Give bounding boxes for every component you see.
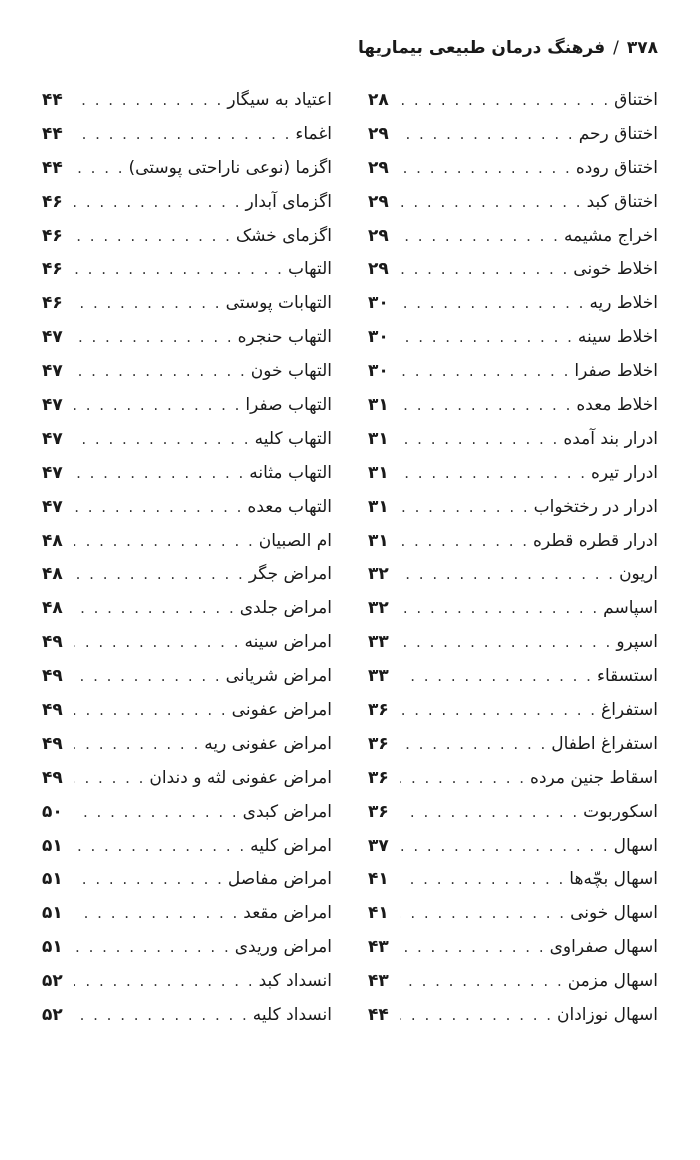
dot-leader — [400, 1006, 553, 1024]
index-term: التهاب مثانه — [249, 462, 332, 483]
index-page-number: ۲۹ — [368, 157, 389, 178]
index-page-number: ۴۴ — [42, 157, 63, 178]
index-term: امراض وریدی — [234, 937, 332, 958]
index-entry — [42, 761, 332, 795]
index-page-number: ۵۱ — [42, 937, 63, 958]
index-entry — [368, 354, 658, 388]
index-page-number: ۴۹ — [42, 632, 63, 653]
index-term: امراض مفاصل — [227, 869, 332, 890]
index-entry — [368, 490, 658, 524]
index-page-number: ۳۶ — [368, 699, 389, 720]
index-page-number: ۳۱ — [368, 462, 389, 483]
index-page-number: ۳۰ — [368, 293, 389, 314]
index-entry — [42, 829, 332, 863]
dot-leader — [74, 193, 241, 211]
index-term: اخراج مشیمه — [563, 225, 658, 246]
index-term: انسداد کبد — [258, 971, 332, 992]
index-term: انسداد کلیه — [252, 1004, 332, 1025]
dot-leader — [74, 396, 241, 414]
index-term: اسهال بچّه‌ها — [569, 869, 658, 890]
index-entry — [42, 557, 332, 591]
index-page-number: ۵۱ — [42, 835, 63, 856]
index-term: التهاب خون — [250, 361, 332, 382]
dot-leader — [74, 430, 251, 448]
index-page-number: ۵۲ — [42, 971, 63, 992]
index-page-number: ۵۰ — [42, 801, 63, 822]
dot-leader — [74, 599, 236, 617]
index-term: اخلاط سینه — [577, 327, 658, 348]
dot-leader — [74, 159, 125, 177]
index-page-number: ۲۹ — [368, 123, 389, 144]
index-term: امراض کلیه — [250, 835, 332, 856]
dot-leader — [74, 565, 245, 583]
index-page-number: ۴۹ — [42, 699, 63, 720]
dot-leader — [400, 362, 570, 380]
index-term: ادرار تیره — [591, 462, 658, 483]
index-page-number: ۴۷ — [42, 394, 63, 415]
dot-leader — [400, 701, 597, 719]
index-entry — [42, 896, 332, 930]
index-entry — [42, 320, 332, 354]
index-entry — [42, 659, 332, 693]
dot-leader — [400, 193, 583, 211]
dot-leader — [400, 227, 560, 245]
index-entry — [42, 83, 332, 117]
index-term: اخلاط ریه — [589, 293, 658, 314]
index-page-number: ۴۹ — [42, 767, 63, 788]
dot-leader — [74, 904, 239, 922]
index-entry — [42, 591, 332, 625]
index-entry — [42, 151, 332, 185]
index-entry — [368, 998, 658, 1032]
index-page-number: ۳۷ — [368, 835, 389, 856]
index-entry — [368, 761, 658, 795]
index-page-number: ۳۱ — [368, 428, 389, 449]
index-term: ام الصبیان — [258, 530, 332, 551]
index-page-number: ۳۰ — [368, 327, 389, 348]
dot-leader — [400, 125, 575, 143]
index-term: اگزما (نوعی ناراحتی پوستی) — [128, 157, 332, 178]
index-entry — [368, 829, 658, 863]
index-page-number: ۴۳ — [368, 937, 389, 958]
index-page-number: ۳۱ — [368, 530, 389, 551]
page-header — [40, 34, 658, 62]
index-entry — [368, 659, 658, 693]
dot-leader — [400, 532, 529, 550]
index-entry — [42, 795, 332, 829]
index-page-number: ۲۹ — [368, 225, 389, 246]
page-number: ۳۷۸ — [626, 38, 658, 58]
index-entry — [368, 219, 658, 253]
dot-leader — [400, 565, 615, 583]
index-page-number: ۴۶ — [42, 191, 63, 212]
index-term: امراض عفونی ریه — [204, 733, 332, 754]
index-entry — [42, 388, 332, 422]
dot-leader — [74, 227, 232, 245]
index-term: استفراغ اطفال — [551, 733, 658, 754]
dot-leader — [74, 260, 284, 278]
index-page-number: ۴۹ — [42, 666, 63, 687]
index-term: اسپاسم — [603, 598, 658, 619]
index-term: اریون — [619, 564, 658, 585]
index-term: امراض عفونی — [231, 699, 332, 720]
index-page-number: ۴۷ — [42, 327, 63, 348]
index-term: التهاب حنجره — [237, 327, 332, 348]
index-entry — [368, 185, 658, 219]
index-page-number: ۴۳ — [368, 971, 389, 992]
index-page-number: ۳۱ — [368, 394, 389, 415]
index-page-number: ۴۷ — [42, 462, 63, 483]
index-page-number: ۴۸ — [42, 564, 63, 585]
dot-leader — [74, 633, 240, 651]
index-entry — [42, 998, 332, 1032]
index-page-number: ۴۷ — [42, 428, 63, 449]
index-term: اسهال مزمن — [567, 971, 658, 992]
index-term: اعتیاد به سیگار — [227, 89, 332, 110]
dot-leader — [400, 667, 593, 685]
index-term: امراض شریانی — [225, 666, 332, 687]
index-term: استسقاء — [596, 666, 658, 687]
index-entry — [42, 625, 332, 659]
index-entry — [42, 422, 332, 456]
index-entry — [368, 693, 658, 727]
dot-leader — [400, 396, 572, 414]
index-entry — [368, 286, 658, 320]
index-entry — [368, 591, 658, 625]
book-title: فرهنگ درمان طبیعی بیماریها — [358, 38, 606, 58]
index-term: اخلاط معده — [576, 394, 658, 415]
dot-leader — [74, 125, 291, 143]
index-page-number: ۳۲ — [368, 564, 389, 585]
index-page-number: ۲۸ — [368, 89, 389, 110]
index-term: اسهال نوزادان — [557, 1004, 658, 1025]
index-entry — [368, 422, 658, 456]
index-page-number: ۵۱ — [42, 869, 63, 890]
index-entry — [368, 252, 658, 286]
dot-leader — [400, 260, 569, 278]
dot-leader — [400, 599, 599, 617]
index-term: اخلاط صفرا — [574, 361, 658, 382]
index-entry — [42, 727, 332, 761]
index-page-number: ۳۶ — [368, 733, 389, 754]
dot-leader — [400, 464, 587, 482]
index-entry — [368, 930, 658, 964]
index-entry — [42, 286, 332, 320]
index-page-number: ۴۸ — [42, 530, 63, 551]
index-term: التهاب کلیه — [254, 428, 332, 449]
dot-leader — [74, 464, 245, 482]
index-term: اخلاط خونی — [573, 259, 658, 280]
index-page-number: ۳۱ — [368, 496, 389, 517]
index-term: امراض کبدی — [242, 801, 332, 822]
dot-leader — [74, 870, 224, 888]
index-page-number: ۳۲ — [368, 598, 389, 619]
index-term: التهاب — [287, 259, 332, 280]
index-entry — [368, 388, 658, 422]
index-page-number: ۴۴ — [42, 123, 63, 144]
index-term: اسکوربوت — [583, 801, 658, 822]
index-entry — [368, 320, 658, 354]
index-page-number: ۳۳ — [368, 666, 389, 687]
index-term: اگزمای خشک — [235, 225, 332, 246]
index-page-number: ۳۰ — [368, 361, 389, 382]
dot-leader — [400, 159, 572, 177]
dot-leader — [74, 362, 247, 380]
index-term: اسپرو — [616, 632, 658, 653]
index-entry — [42, 219, 332, 253]
index-page-number: ۵۲ — [42, 1004, 63, 1025]
index-page-number: ۳۶ — [368, 767, 389, 788]
dot-leader — [74, 91, 223, 109]
dot-leader — [400, 498, 530, 516]
index-term: التهابات پوستی — [225, 293, 332, 314]
index-page-number: ۴۷ — [42, 496, 63, 517]
index-page-number: ۴۱ — [368, 869, 389, 890]
index-entry — [368, 557, 658, 591]
index-entry — [42, 252, 332, 286]
index-page-number: ۴۴ — [42, 89, 63, 110]
dot-leader — [74, 1006, 249, 1024]
dot-leader — [400, 91, 610, 109]
index-page-number: ۴۹ — [42, 733, 63, 754]
index-entry — [42, 456, 332, 490]
index-page-number: ۲۹ — [368, 191, 389, 212]
index-page-number: ۴۶ — [42, 259, 63, 280]
index-entry — [368, 151, 658, 185]
index-entry — [368, 964, 658, 998]
index-entry — [368, 456, 658, 490]
index-entry — [42, 693, 332, 727]
dot-leader — [74, 837, 246, 855]
index-term: اسهال خونی — [570, 903, 658, 924]
index-entry — [368, 795, 658, 829]
index-term: استفراغ — [601, 699, 658, 720]
index-entry — [368, 625, 658, 659]
index-column-left — [42, 83, 332, 1032]
dot-leader — [400, 328, 574, 346]
dot-leader — [74, 667, 222, 685]
index-page-number: ۴۴ — [368, 1004, 389, 1025]
index-page-number: ۳۶ — [368, 801, 389, 822]
dot-leader — [400, 769, 526, 787]
dot-leader — [400, 972, 564, 990]
dot-leader — [74, 498, 243, 516]
index-entry — [368, 524, 658, 558]
dot-leader — [74, 972, 255, 990]
index-entry — [42, 930, 332, 964]
index-term: ادرار قطره قطره — [533, 530, 658, 551]
index-entry — [368, 896, 658, 930]
index-page-number: ۴۱ — [368, 903, 389, 924]
index-entry — [368, 83, 658, 117]
index-entry — [42, 354, 332, 388]
index-entry — [42, 964, 332, 998]
index-term: اگزمای آبدار — [245, 191, 332, 212]
dot-leader — [74, 938, 231, 956]
index-entry — [42, 185, 332, 219]
dot-leader — [400, 904, 566, 922]
index-term: التهاب صفرا — [245, 394, 332, 415]
index-column-right — [368, 83, 658, 1032]
index-term: اغماء — [295, 123, 332, 144]
dot-leader — [400, 837, 610, 855]
index-entry — [368, 117, 658, 151]
dot-leader — [74, 328, 234, 346]
index-page-number: ۲۹ — [368, 259, 389, 280]
dot-leader — [74, 735, 200, 753]
index-page-number: ۴۶ — [42, 293, 63, 314]
index-term: اختناق — [614, 89, 658, 110]
index-page-number: ۴۷ — [42, 361, 63, 382]
dot-leader — [74, 294, 222, 312]
index-entry — [368, 862, 658, 896]
index-term: اختناق روده — [575, 157, 658, 178]
index-term: امراض سینه — [244, 632, 332, 653]
dot-leader — [400, 938, 546, 956]
dot-leader — [400, 803, 579, 821]
index-page-number: ۴۶ — [42, 225, 63, 246]
header-separator: / — [613, 38, 619, 58]
index-page-number: ۴۸ — [42, 598, 63, 619]
index-term: اختناق رحم — [578, 123, 658, 144]
index-term: امراض مقعد — [243, 903, 332, 924]
index-term: امراض جلدی — [239, 598, 332, 619]
index-page-number: ۳۳ — [368, 632, 389, 653]
index-page-number: ۵۱ — [42, 903, 63, 924]
index-term: التهاب معده — [247, 496, 332, 517]
index-term: امراض عفونی لثه و دندان — [149, 767, 332, 788]
index-term: ادرار در رختخواب — [533, 496, 658, 517]
dot-leader — [400, 430, 559, 448]
index-entry — [42, 524, 332, 558]
index-term: اسقاط جنین مرده — [530, 767, 658, 788]
index-entry — [42, 490, 332, 524]
index-entry — [42, 117, 332, 151]
dot-leader — [74, 532, 255, 550]
index-term: اختناق کبد — [586, 191, 658, 212]
index-entry — [42, 862, 332, 896]
dot-leader — [74, 701, 228, 719]
index-term: امراض جگر — [248, 564, 332, 585]
dot-leader — [400, 633, 612, 651]
dot-leader — [400, 735, 547, 753]
dot-leader — [74, 803, 239, 821]
dot-leader — [400, 294, 585, 312]
index-entry — [368, 727, 658, 761]
index-term: ادرار بند آمده — [563, 428, 658, 449]
dot-leader — [400, 870, 565, 888]
index-term: اسهال — [613, 835, 658, 856]
index-term: اسهال صفراوی — [549, 937, 658, 958]
dot-leader — [74, 769, 145, 787]
